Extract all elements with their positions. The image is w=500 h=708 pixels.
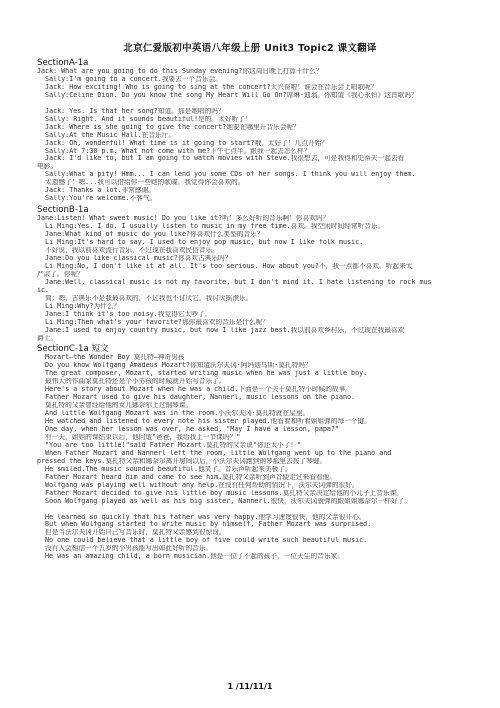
text-line: 莫扎特的父亲曾经给他的女儿娜奈尔上过钢琴课。 xyxy=(37,402,193,410)
text-line: Jack: Oh, wonderful! What time is it going to start?哦，太好了！几点开始？ xyxy=(37,139,328,147)
text-line: pressed the keys.莫扎特父亲和娜奈尔离开房间以后，小沃尔夫冈跑到钢琴那里去按了琴键。 xyxy=(37,457,327,465)
page-number: 1 /11/11/1 xyxy=(227,682,273,691)
text-line: Soon Wolfgang played as well as his big sister, Nannerl.很快，沃尔夫冈就弹的跟姐姐娜奈尔一样好了。 xyxy=(37,497,411,505)
text-line: He watched and listened to every note his sister played.他看着和听着姐姐弹的每一个键。 xyxy=(37,418,371,426)
text-line: Jack: What are you going to do this Sunday evening?你这周日晚上打算干什么？ xyxy=(37,68,323,75)
text-line: Jane:I used to enjoy country music, but now I like jazz best.我以前喜欢乡村乐，不过现在我最喜欢 xyxy=(37,326,405,334)
text-line: 没有人会相信一个五岁的小男孩能写出如此好听的音乐。 xyxy=(37,545,213,553)
text-line: 最伟大的作曲家莫扎特还是个小男孩的时候就开始写音乐了。 xyxy=(37,378,226,386)
section-heading: SectionB-1a xyxy=(37,205,89,216)
text-line: 但是当沃尔夫冈开始自己写音乐时，莫扎特父亲感到很惊讶。 xyxy=(37,529,226,537)
page-title: 北京仁爱版初中英语八年级上册 Unit3 Topic2 课文翻译 xyxy=(123,43,377,54)
text-line: Jane:What kind of music do you like?你喜欢什么类型的音乐？ xyxy=(37,231,264,239)
text-line: Li Ming:It's hard to say. I used to enjoy pop music, but now I like folk music. xyxy=(37,239,364,247)
document-body xyxy=(37,56,473,561)
text-line: Li Ming:No, I don't like it at all. It's too serious. How about you?不，我一点都不喜欢。听起来太 xyxy=(37,262,413,270)
text-line: Jack: Thanks a lot.非常感谢。 xyxy=(37,187,155,195)
text-line: 电影。 xyxy=(37,163,58,171)
text-line: Jane:Well, classical music is not my favorite, but I don't mind it. I hate listening to rock mus xyxy=(37,278,432,286)
text-line: 严肃了。你呢？ xyxy=(37,270,84,278)
text-line: But when Wolfgang started to write music by himself, Father Mozart was surprised. xyxy=(37,521,372,529)
text-line: He was an amazing child, a born musician.他是一位了不起的孩子，一位天生的音乐家。 xyxy=(37,553,344,561)
text-line: Sally:At 7:30 p.m. What not come with me?下午七点半。跟我一起去怎么样？ xyxy=(37,147,311,155)
text-line: Father Mozart decided to give his little boy music lessons.莫扎特父亲决定给他的小儿子上音乐课。 xyxy=(37,489,403,497)
text-line: Jane:Listen! What sweet music! Do you like it?听！多么好听的音乐啊！你喜欢吗？ xyxy=(37,215,330,223)
text-line: Here's a story about Mozart when he was a child.下面是一个关于莫扎特小时候的故事。 xyxy=(37,386,352,394)
text-line: Sally:What a pity! Hmm... I can lend you some CDs of her songs. I think you will enjoy them. xyxy=(37,171,416,179)
text-line: 太遗憾了！嗯...我可以借给你一些她的歌碟。我觉得你会喜欢的。 xyxy=(37,179,245,187)
text-line: Li Ming:Yes. I do. I usually listen to music in my free time.喜欢。我空闲时间经常听音乐。 xyxy=(37,223,385,231)
text-line: He smiled.The music sounded beautiful.他笑了。音乐声听起来美极了。 xyxy=(37,465,292,473)
text-line: The great composer, Mozart, started writing music when he was just a little boy. xyxy=(37,370,368,378)
text-line: Jack: I'd like to, but I am going to watch movies with Steve.我很想去，可是我得和史蒂夫一起去看 xyxy=(37,155,405,163)
text-line: Jane:Do you like classical music?你喜欢古典乐吗？ xyxy=(37,254,232,262)
text-line: No one could believe that a little boy of five could write such beautiful music. xyxy=(37,537,368,545)
text-line: And little Wolfgang Mozart was in the room.小沃尔夫冈·莫扎特就在屋里。 xyxy=(37,410,310,418)
text-line: 不好说，我以前喜欢流行音乐，不过现在我喜欢民俗音乐。 xyxy=(37,247,219,255)
section-heading: SectionA-1a xyxy=(37,58,89,68)
text-line: "You are too little!"said Father Mozart.莫扎特的父亲说"你还太小了！" xyxy=(37,441,302,449)
text-line: Sally:I'm going to a concert.我要去一个音乐会。 xyxy=(37,75,222,83)
text-line: ic. xyxy=(37,286,50,294)
text-line: Li Ming:Why?为什么？ xyxy=(37,302,121,310)
text-line: Jack: Where is she going to give the concert?她要在哪里开音乐会呢？ xyxy=(37,123,300,131)
text-line: One day, when her lesson was over, he asked, "May I have a lesson, papa?" xyxy=(37,426,339,434)
text-line: Sally:At the Music Hall.在音乐厅。 xyxy=(37,131,176,139)
text-line: Jack: How exciting! Who is going to sing at the concert?太兴奋啦！谁会在音乐会上唱歌呢？ xyxy=(37,83,378,91)
text-line: Li Ming:Then what's your favorite?那你最喜欢的音乐是什么呢？ xyxy=(37,318,269,326)
text-line: He learned so quickly that his father was very happy.他学习速度很快，他的父亲很开心。 xyxy=(37,513,366,521)
text-line: Jack: Yes. Is that her song?知道。那是她唱的吗？ xyxy=(37,107,225,115)
text-line: Sally: Right. And it sounds beautiful!是的。太好听了！ xyxy=(37,115,252,123)
text-line: Father Mozart used to give his daughter, Nannerl, music lessons on the piano. xyxy=(37,394,356,402)
text-line xyxy=(37,100,473,108)
text-line xyxy=(37,506,473,514)
text-line: 爵士。 xyxy=(37,334,58,342)
text-line: Father Mozart heard him and came to see him.莫扎特父亲听到声音便走过来看看他。 xyxy=(37,473,336,481)
text-line: Sally:You're welcome.不客气。 xyxy=(37,195,157,203)
text-line: Do you know Wolfgang Amadeus Mozart?你知道沃尔夫冈·阿玛迪乌斯·莫扎特吗？ xyxy=(37,362,312,370)
text-line: 有一天，姐姐的课结束以后，他问道"爸爸，我给我上一节课吗？" xyxy=(37,433,241,441)
text-line: Jane:I think it's too noisy.我觉得它太吵了。 xyxy=(37,310,212,318)
text-line: Sally:Celine Dion. Do you know the song My Heart Will Go On?席琳·迪翁。你知道《我心永恒》这首歌吗？ xyxy=(37,91,418,99)
text-line: Mozart—the Wonder Boy 莫扎特—神奇男孩 xyxy=(37,354,185,362)
section-heading: SectionC-1a 短文 xyxy=(37,344,109,355)
text-line: Wolfgang was playing well without any help.在没有任何帮助的情况下，沃尔夫冈弹的很好。 xyxy=(37,481,359,489)
text-line: When Father Mozart and Nannerl left the room, little Wolfgang went up to the piano and xyxy=(37,449,392,457)
text-line: 简：嗯，古典乐不是我最喜欢的，不过我也不讨厌它。我讨厌摇滚乐。 xyxy=(37,294,253,302)
